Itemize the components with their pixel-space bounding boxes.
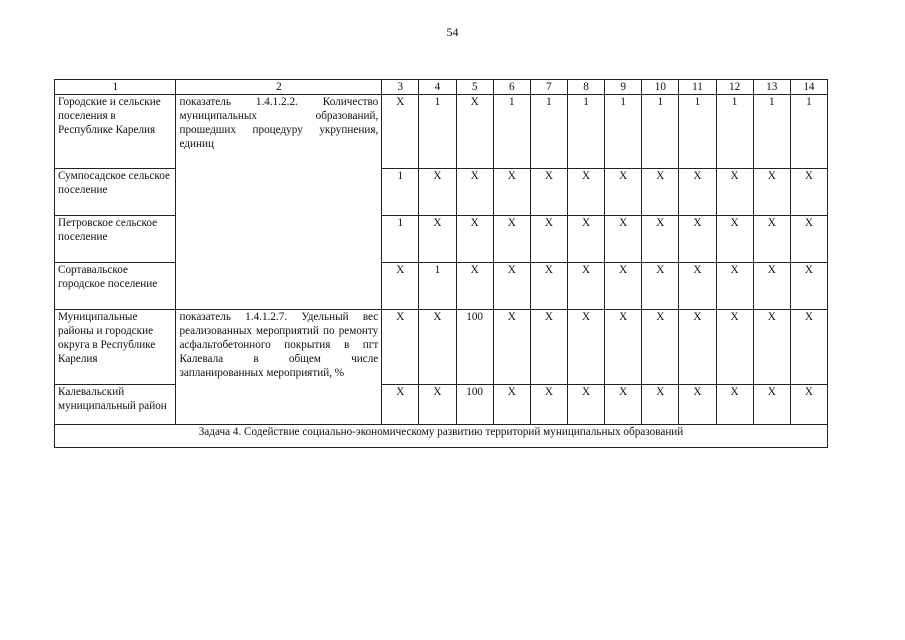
- value-cell: X: [679, 310, 716, 385]
- column-header: 10: [642, 80, 679, 95]
- value-cell: X: [753, 169, 790, 216]
- value-cell: X: [382, 263, 419, 310]
- task-title: Задача 4. Содействие социально-экономическому развитию территорий муниципальных образований: [55, 425, 828, 448]
- value-cell: X: [382, 95, 419, 169]
- column-header: 8: [567, 80, 604, 95]
- value-cell: X: [642, 385, 679, 425]
- value-cell: X: [419, 385, 456, 425]
- value-cell: X: [605, 169, 642, 216]
- value-cell: X: [382, 310, 419, 385]
- table-row: [55, 310, 828, 385]
- value-cell: X: [790, 263, 827, 310]
- value-cell: X: [567, 169, 604, 216]
- value-cell: X: [530, 310, 567, 385]
- column-header: 9: [605, 80, 642, 95]
- value-cell: X: [716, 385, 753, 425]
- column-header: 6: [493, 80, 530, 95]
- column-header: 7: [530, 80, 567, 95]
- value-cell: 1: [382, 216, 419, 263]
- value-cell: X: [790, 169, 827, 216]
- value-cell: X: [382, 385, 419, 425]
- value-cell: 1: [419, 263, 456, 310]
- value-cell: X: [493, 263, 530, 310]
- value-cell: X: [456, 216, 493, 263]
- value-cell: X: [790, 310, 827, 385]
- value-cell: X: [567, 385, 604, 425]
- value-cell: 1: [679, 95, 716, 169]
- value-cell: 1: [716, 95, 753, 169]
- territory-name-cell: Муниципальные районы и городские округа в Республике Карелия: [55, 310, 176, 385]
- value-cell: X: [790, 385, 827, 425]
- value-cell: X: [605, 263, 642, 310]
- table-row: [55, 216, 828, 263]
- territory-name-cell: Калевальский муниципальный район: [55, 385, 176, 425]
- table-row: [55, 385, 828, 425]
- value-cell: X: [493, 169, 530, 216]
- value-cell: 1: [493, 95, 530, 169]
- table-row: [55, 263, 828, 310]
- value-cell: X: [419, 169, 456, 216]
- value-cell: 1: [530, 95, 567, 169]
- value-cell: X: [642, 169, 679, 216]
- indicator-cell: показатель 1.4.1.2.2. Количество муниципальных образований, прошедших процедуру укрупнения, единиц: [176, 95, 382, 310]
- value-cell: X: [679, 263, 716, 310]
- value-cell: 1: [382, 169, 419, 216]
- value-cell: X: [456, 263, 493, 310]
- column-header: 2: [176, 80, 382, 95]
- column-header: 14: [790, 80, 827, 95]
- value-cell: X: [605, 216, 642, 263]
- value-cell: X: [530, 216, 567, 263]
- value-cell: 1: [605, 95, 642, 169]
- value-cell: X: [716, 263, 753, 310]
- value-cell: 1: [753, 95, 790, 169]
- task-row: [55, 425, 828, 448]
- value-cell: X: [567, 216, 604, 263]
- table-row: [55, 169, 828, 216]
- column-header: 12: [716, 80, 753, 95]
- column-header: 4: [419, 80, 456, 95]
- value-cell: X: [753, 216, 790, 263]
- value-cell: X: [716, 310, 753, 385]
- territory-name-cell: Петровское сельское поселение: [55, 216, 176, 263]
- value-cell: X: [456, 169, 493, 216]
- column-header: 11: [679, 80, 716, 95]
- value-cell: X: [716, 169, 753, 216]
- value-cell: X: [605, 310, 642, 385]
- value-cell: X: [456, 95, 493, 169]
- value-cell: 100: [456, 310, 493, 385]
- value-cell: X: [716, 216, 753, 263]
- value-cell: X: [790, 216, 827, 263]
- table-row: [55, 95, 828, 169]
- value-cell: X: [419, 216, 456, 263]
- territory-name-cell: Городские и сельские поселения в Республике Карелия: [55, 95, 176, 169]
- column-header: 13: [753, 80, 790, 95]
- territory-name-cell: Сумпосадское сельское поселение: [55, 169, 176, 216]
- value-cell: X: [567, 263, 604, 310]
- indicators-table: [54, 79, 828, 448]
- value-cell: 1: [567, 95, 604, 169]
- value-cell: X: [419, 310, 456, 385]
- value-cell: X: [642, 263, 679, 310]
- value-cell: X: [642, 310, 679, 385]
- value-cell: X: [753, 263, 790, 310]
- table-header-row: [55, 80, 828, 95]
- value-cell: X: [493, 385, 530, 425]
- value-cell: X: [753, 310, 790, 385]
- value-cell: X: [642, 216, 679, 263]
- value-cell: X: [493, 310, 530, 385]
- territory-name-cell: Сортавальское городское поселение: [55, 263, 176, 310]
- value-cell: X: [753, 385, 790, 425]
- value-cell: X: [679, 169, 716, 216]
- value-cell: 1: [642, 95, 679, 169]
- value-cell: X: [679, 385, 716, 425]
- value-cell: X: [493, 216, 530, 263]
- value-cell: X: [530, 169, 567, 216]
- value-cell: 100: [456, 385, 493, 425]
- indicator-cell: показатель 1.4.1.2.7. Удельный вес реализованных мероприятий по ремонту асфальтобетонного покрытия в пгт Калевала в общем числе запланированных мероприятий, %: [176, 310, 382, 425]
- page-number: 54: [446, 25, 459, 39]
- value-cell: X: [679, 216, 716, 263]
- value-cell: X: [530, 263, 567, 310]
- column-header: 3: [382, 80, 419, 95]
- column-header: 1: [55, 80, 176, 95]
- table-body: [55, 80, 828, 448]
- value-cell: X: [530, 385, 567, 425]
- value-cell: 1: [419, 95, 456, 169]
- value-cell: 1: [790, 95, 827, 169]
- value-cell: X: [605, 385, 642, 425]
- column-header: 5: [456, 80, 493, 95]
- value-cell: X: [567, 310, 604, 385]
